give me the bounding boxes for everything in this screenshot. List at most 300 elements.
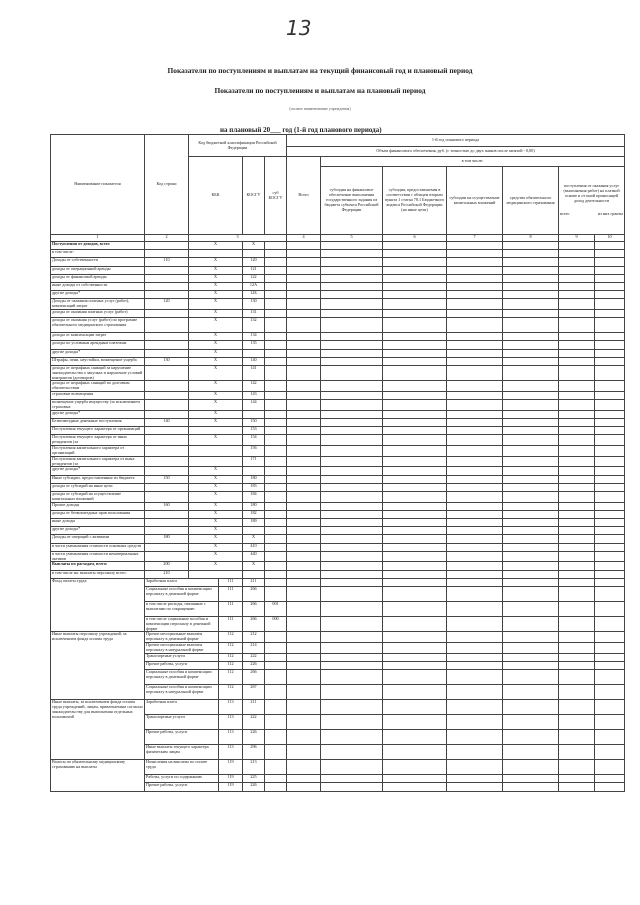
- value-cell[interactable]: [287, 427, 321, 435]
- value-cell[interactable]: [321, 685, 383, 700]
- value-cell[interactable]: [383, 760, 447, 775]
- value-cell[interactable]: [447, 309, 503, 317]
- value-cell[interactable]: [595, 475, 625, 483]
- value-cell[interactable]: [321, 578, 383, 586]
- value-cell[interactable]: [321, 266, 383, 274]
- value-cell[interactable]: [383, 392, 447, 400]
- value-cell[interactable]: [447, 258, 503, 266]
- value-cell[interactable]: [559, 341, 595, 349]
- value-cell[interactable]: [321, 365, 383, 380]
- value-cell[interactable]: [595, 527, 625, 535]
- value-cell[interactable]: [287, 419, 321, 427]
- value-cell[interactable]: [447, 643, 503, 654]
- value-cell[interactable]: [287, 446, 321, 457]
- value-cell[interactable]: [503, 250, 559, 258]
- value-cell[interactable]: [287, 783, 321, 791]
- value-cell[interactable]: [287, 242, 321, 250]
- value-cell[interactable]: [321, 510, 383, 518]
- value-cell[interactable]: [595, 446, 625, 457]
- value-cell[interactable]: [503, 685, 559, 700]
- value-cell[interactable]: [321, 502, 383, 510]
- value-cell[interactable]: [447, 670, 503, 685]
- value-cell[interactable]: [559, 570, 595, 578]
- value-cell[interactable]: [383, 291, 447, 299]
- value-cell[interactable]: [383, 578, 447, 586]
- value-cell[interactable]: [503, 715, 559, 730]
- value-cell[interactable]: [287, 685, 321, 700]
- value-cell[interactable]: [383, 551, 447, 562]
- value-cell[interactable]: [559, 381, 595, 392]
- value-cell[interactable]: [503, 258, 559, 266]
- value-cell[interactable]: [559, 400, 595, 411]
- value-cell[interactable]: [447, 381, 503, 392]
- value-cell[interactable]: [595, 349, 625, 357]
- value-cell[interactable]: [559, 586, 595, 601]
- value-cell[interactable]: [595, 381, 625, 392]
- value-cell[interactable]: [595, 435, 625, 446]
- value-cell[interactable]: [383, 258, 447, 266]
- value-cell[interactable]: [447, 291, 503, 299]
- value-cell[interactable]: [559, 309, 595, 317]
- value-cell[interactable]: [447, 632, 503, 643]
- value-cell[interactable]: [503, 586, 559, 601]
- value-cell[interactable]: [321, 601, 383, 616]
- value-cell[interactable]: [559, 435, 595, 446]
- value-cell[interactable]: [503, 427, 559, 435]
- value-cell[interactable]: [595, 661, 625, 669]
- value-cell[interactable]: [503, 543, 559, 551]
- value-cell[interactable]: [287, 586, 321, 601]
- value-cell[interactable]: [559, 333, 595, 341]
- value-cell[interactable]: [503, 783, 559, 791]
- value-cell[interactable]: [287, 535, 321, 543]
- value-cell[interactable]: [287, 775, 321, 783]
- value-cell[interactable]: [383, 333, 447, 341]
- value-cell[interactable]: [503, 318, 559, 333]
- value-cell[interactable]: [595, 700, 625, 715]
- value-cell[interactable]: [559, 419, 595, 427]
- value-cell[interactable]: [321, 543, 383, 551]
- value-cell[interactable]: [447, 446, 503, 457]
- value-cell[interactable]: [559, 502, 595, 510]
- value-cell[interactable]: [383, 410, 447, 418]
- value-cell[interactable]: [321, 349, 383, 357]
- value-cell[interactable]: [503, 400, 559, 411]
- value-cell[interactable]: [447, 266, 503, 274]
- value-cell[interactable]: [503, 435, 559, 446]
- value-cell[interactable]: [287, 510, 321, 518]
- value-cell[interactable]: [595, 250, 625, 258]
- value-cell[interactable]: [383, 274, 447, 282]
- value-cell[interactable]: [447, 483, 503, 491]
- value-cell[interactable]: [383, 535, 447, 543]
- value-cell[interactable]: [383, 446, 447, 457]
- value-cell[interactable]: [287, 562, 321, 570]
- value-cell[interactable]: [559, 661, 595, 669]
- value-cell[interactable]: [287, 653, 321, 661]
- value-cell[interactable]: [595, 760, 625, 775]
- value-cell[interactable]: [559, 242, 595, 250]
- value-cell[interactable]: [503, 456, 559, 467]
- value-cell[interactable]: [287, 341, 321, 349]
- value-cell[interactable]: [559, 700, 595, 715]
- value-cell[interactable]: [321, 730, 383, 745]
- value-cell[interactable]: [559, 632, 595, 643]
- value-cell[interactable]: [559, 250, 595, 258]
- value-cell[interactable]: [321, 299, 383, 310]
- value-cell[interactable]: [595, 570, 625, 578]
- value-cell[interactable]: [595, 357, 625, 365]
- value-cell[interactable]: [321, 446, 383, 457]
- value-cell[interactable]: [503, 643, 559, 654]
- value-cell[interactable]: [559, 483, 595, 491]
- value-cell[interactable]: [321, 341, 383, 349]
- value-cell[interactable]: [595, 299, 625, 310]
- value-cell[interactable]: [595, 318, 625, 333]
- value-cell[interactable]: [287, 670, 321, 685]
- value-cell[interactable]: [503, 670, 559, 685]
- value-cell[interactable]: [447, 570, 503, 578]
- value-cell[interactable]: [559, 653, 595, 661]
- value-cell[interactable]: [383, 341, 447, 349]
- value-cell[interactable]: [383, 616, 447, 631]
- value-cell[interactable]: [287, 357, 321, 365]
- value-cell[interactable]: [383, 467, 447, 475]
- value-cell[interactable]: [383, 381, 447, 392]
- value-cell[interactable]: [559, 730, 595, 745]
- value-cell[interactable]: [447, 333, 503, 341]
- value-cell[interactable]: [287, 435, 321, 446]
- value-cell[interactable]: [503, 266, 559, 274]
- value-cell[interactable]: [447, 578, 503, 586]
- value-cell[interactable]: [595, 586, 625, 601]
- value-cell[interactable]: [447, 435, 503, 446]
- value-cell[interactable]: [383, 745, 447, 760]
- value-cell[interactable]: [559, 410, 595, 418]
- value-cell[interactable]: [383, 349, 447, 357]
- value-cell[interactable]: [287, 274, 321, 282]
- value-cell[interactable]: [447, 527, 503, 535]
- value-cell[interactable]: [447, 467, 503, 475]
- value-cell[interactable]: [447, 601, 503, 616]
- value-cell[interactable]: [559, 349, 595, 357]
- value-cell[interactable]: [503, 419, 559, 427]
- value-cell[interactable]: [447, 357, 503, 365]
- value-cell[interactable]: [383, 483, 447, 491]
- value-cell[interactable]: [287, 309, 321, 317]
- value-cell[interactable]: [321, 291, 383, 299]
- value-cell[interactable]: [321, 357, 383, 365]
- value-cell[interactable]: [321, 670, 383, 685]
- value-cell[interactable]: [447, 491, 503, 502]
- value-cell[interactable]: [383, 502, 447, 510]
- value-cell[interactable]: [447, 365, 503, 380]
- value-cell[interactable]: [287, 467, 321, 475]
- value-cell[interactable]: [503, 341, 559, 349]
- value-cell[interactable]: [503, 349, 559, 357]
- value-cell[interactable]: [595, 410, 625, 418]
- value-cell[interactable]: [447, 299, 503, 310]
- value-cell[interactable]: [559, 643, 595, 654]
- value-cell[interactable]: [503, 700, 559, 715]
- value-cell[interactable]: [503, 242, 559, 250]
- value-cell[interactable]: [383, 685, 447, 700]
- value-cell[interactable]: [503, 299, 559, 310]
- value-cell[interactable]: [595, 562, 625, 570]
- value-cell[interactable]: [321, 427, 383, 435]
- value-cell[interactable]: [503, 291, 559, 299]
- value-cell[interactable]: [287, 632, 321, 643]
- value-cell[interactable]: [503, 730, 559, 745]
- value-cell[interactable]: [447, 274, 503, 282]
- value-cell[interactable]: [287, 250, 321, 258]
- value-cell[interactable]: [595, 274, 625, 282]
- value-cell[interactable]: [559, 491, 595, 502]
- value-cell[interactable]: [595, 392, 625, 400]
- value-cell[interactable]: [383, 775, 447, 783]
- value-cell[interactable]: [503, 527, 559, 535]
- value-cell[interactable]: [595, 467, 625, 475]
- value-cell[interactable]: [321, 419, 383, 427]
- value-cell[interactable]: [321, 653, 383, 661]
- value-cell[interactable]: [321, 519, 383, 527]
- value-cell[interactable]: [321, 700, 383, 715]
- value-cell[interactable]: [595, 309, 625, 317]
- value-cell[interactable]: [287, 745, 321, 760]
- value-cell[interactable]: [321, 274, 383, 282]
- value-cell[interactable]: [595, 502, 625, 510]
- value-cell[interactable]: [503, 282, 559, 290]
- value-cell[interactable]: [321, 333, 383, 341]
- value-cell[interactable]: [383, 491, 447, 502]
- value-cell[interactable]: [447, 661, 503, 669]
- value-cell[interactable]: [383, 299, 447, 310]
- value-cell[interactable]: [383, 519, 447, 527]
- value-cell[interactable]: [383, 475, 447, 483]
- value-cell[interactable]: [503, 745, 559, 760]
- value-cell[interactable]: [559, 282, 595, 290]
- value-cell[interactable]: [595, 291, 625, 299]
- value-cell[interactable]: [321, 250, 383, 258]
- value-cell[interactable]: [383, 510, 447, 518]
- value-cell[interactable]: [287, 349, 321, 357]
- value-cell[interactable]: [383, 427, 447, 435]
- value-cell[interactable]: [503, 365, 559, 380]
- value-cell[interactable]: [383, 357, 447, 365]
- value-cell[interactable]: [559, 258, 595, 266]
- value-cell[interactable]: [595, 333, 625, 341]
- value-cell[interactable]: [447, 419, 503, 427]
- value-cell[interactable]: [321, 483, 383, 491]
- value-cell[interactable]: [383, 309, 447, 317]
- value-cell[interactable]: [595, 483, 625, 491]
- value-cell[interactable]: [447, 685, 503, 700]
- value-cell[interactable]: [503, 551, 559, 562]
- value-cell[interactable]: [559, 562, 595, 570]
- value-cell[interactable]: [559, 318, 595, 333]
- value-cell[interactable]: [595, 242, 625, 250]
- value-cell[interactable]: [321, 400, 383, 411]
- value-cell[interactable]: [383, 700, 447, 715]
- value-cell[interactable]: [559, 291, 595, 299]
- value-cell[interactable]: [503, 467, 559, 475]
- value-cell[interactable]: [287, 578, 321, 586]
- value-cell[interactable]: [447, 400, 503, 411]
- value-cell[interactable]: [447, 456, 503, 467]
- value-cell[interactable]: [383, 570, 447, 578]
- value-cell[interactable]: [321, 551, 383, 562]
- value-cell[interactable]: [447, 783, 503, 791]
- value-cell[interactable]: [287, 527, 321, 535]
- value-cell[interactable]: [595, 266, 625, 274]
- value-cell[interactable]: [287, 491, 321, 502]
- value-cell[interactable]: [595, 601, 625, 616]
- value-cell[interactable]: [383, 543, 447, 551]
- value-cell[interactable]: [595, 400, 625, 411]
- value-cell[interactable]: [559, 601, 595, 616]
- value-cell[interactable]: [595, 653, 625, 661]
- value-cell[interactable]: [321, 456, 383, 467]
- value-cell[interactable]: [503, 578, 559, 586]
- value-cell[interactable]: [287, 483, 321, 491]
- value-cell[interactable]: [321, 745, 383, 760]
- value-cell[interactable]: [595, 783, 625, 791]
- value-cell[interactable]: [383, 250, 447, 258]
- value-cell[interactable]: [559, 519, 595, 527]
- value-cell[interactable]: [287, 333, 321, 341]
- value-cell[interactable]: [559, 266, 595, 274]
- value-cell[interactable]: [321, 586, 383, 601]
- value-cell[interactable]: [447, 519, 503, 527]
- value-cell[interactable]: [559, 446, 595, 457]
- value-cell[interactable]: [321, 318, 383, 333]
- value-cell[interactable]: [321, 775, 383, 783]
- value-cell[interactable]: [595, 535, 625, 543]
- value-cell[interactable]: [287, 392, 321, 400]
- value-cell[interactable]: [321, 258, 383, 266]
- value-cell[interactable]: [503, 632, 559, 643]
- value-cell[interactable]: [383, 601, 447, 616]
- value-cell[interactable]: [321, 527, 383, 535]
- value-cell[interactable]: [287, 661, 321, 669]
- value-cell[interactable]: [287, 258, 321, 266]
- value-cell[interactable]: [287, 616, 321, 631]
- value-cell[interactable]: [447, 282, 503, 290]
- value-cell[interactable]: [447, 510, 503, 518]
- value-cell[interactable]: [559, 456, 595, 467]
- value-cell[interactable]: [321, 562, 383, 570]
- value-cell[interactable]: [287, 543, 321, 551]
- value-cell[interactable]: [559, 510, 595, 518]
- value-cell[interactable]: [559, 535, 595, 543]
- value-cell[interactable]: [595, 419, 625, 427]
- value-cell[interactable]: [383, 266, 447, 274]
- value-cell[interactable]: [595, 510, 625, 518]
- value-cell[interactable]: [503, 760, 559, 775]
- value-cell[interactable]: [503, 661, 559, 669]
- value-cell[interactable]: [383, 562, 447, 570]
- value-cell[interactable]: [595, 730, 625, 745]
- value-cell[interactable]: [503, 333, 559, 341]
- value-cell[interactable]: [559, 685, 595, 700]
- value-cell[interactable]: [503, 502, 559, 510]
- value-cell[interactable]: [383, 400, 447, 411]
- value-cell[interactable]: [447, 760, 503, 775]
- value-cell[interactable]: [595, 578, 625, 586]
- value-cell[interactable]: [321, 661, 383, 669]
- value-cell[interactable]: [383, 783, 447, 791]
- value-cell[interactable]: [383, 586, 447, 601]
- value-cell[interactable]: [595, 519, 625, 527]
- value-cell[interactable]: [447, 535, 503, 543]
- value-cell[interactable]: [559, 274, 595, 282]
- value-cell[interactable]: [447, 543, 503, 551]
- value-cell[interactable]: [287, 570, 321, 578]
- value-cell[interactable]: [321, 309, 383, 317]
- value-cell[interactable]: [383, 456, 447, 467]
- value-cell[interactable]: [447, 502, 503, 510]
- value-cell[interactable]: [383, 730, 447, 745]
- value-cell[interactable]: [595, 616, 625, 631]
- value-cell[interactable]: [559, 783, 595, 791]
- value-cell[interactable]: [447, 730, 503, 745]
- value-cell[interactable]: [383, 365, 447, 380]
- value-cell[interactable]: [595, 427, 625, 435]
- value-cell[interactable]: [447, 341, 503, 349]
- value-cell[interactable]: [503, 446, 559, 457]
- value-cell[interactable]: [559, 616, 595, 631]
- value-cell[interactable]: [321, 570, 383, 578]
- value-cell[interactable]: [447, 700, 503, 715]
- value-cell[interactable]: [447, 427, 503, 435]
- value-cell[interactable]: [321, 435, 383, 446]
- value-cell[interactable]: [321, 282, 383, 290]
- value-cell[interactable]: [321, 381, 383, 392]
- value-cell[interactable]: [559, 475, 595, 483]
- value-cell[interactable]: [503, 510, 559, 518]
- value-cell[interactable]: [559, 715, 595, 730]
- value-cell[interactable]: [595, 551, 625, 562]
- value-cell[interactable]: [447, 653, 503, 661]
- value-cell[interactable]: [383, 527, 447, 535]
- value-cell[interactable]: [447, 318, 503, 333]
- value-cell[interactable]: [503, 491, 559, 502]
- value-cell[interactable]: [321, 715, 383, 730]
- value-cell[interactable]: [595, 715, 625, 730]
- value-cell[interactable]: [447, 715, 503, 730]
- value-cell[interactable]: [321, 616, 383, 631]
- value-cell[interactable]: [447, 392, 503, 400]
- value-cell[interactable]: [447, 242, 503, 250]
- value-cell[interactable]: [559, 299, 595, 310]
- value-cell[interactable]: [287, 643, 321, 654]
- value-cell[interactable]: [503, 775, 559, 783]
- value-cell[interactable]: [447, 616, 503, 631]
- value-cell[interactable]: [383, 653, 447, 661]
- value-cell[interactable]: [383, 435, 447, 446]
- value-cell[interactable]: [383, 632, 447, 643]
- value-cell[interactable]: [559, 775, 595, 783]
- value-cell[interactable]: [559, 670, 595, 685]
- value-cell[interactable]: [503, 562, 559, 570]
- value-cell[interactable]: [287, 760, 321, 775]
- value-cell[interactable]: [595, 632, 625, 643]
- value-cell[interactable]: [595, 745, 625, 760]
- value-cell[interactable]: [287, 400, 321, 411]
- value-cell[interactable]: [595, 341, 625, 349]
- value-cell[interactable]: [559, 551, 595, 562]
- value-cell[interactable]: [287, 282, 321, 290]
